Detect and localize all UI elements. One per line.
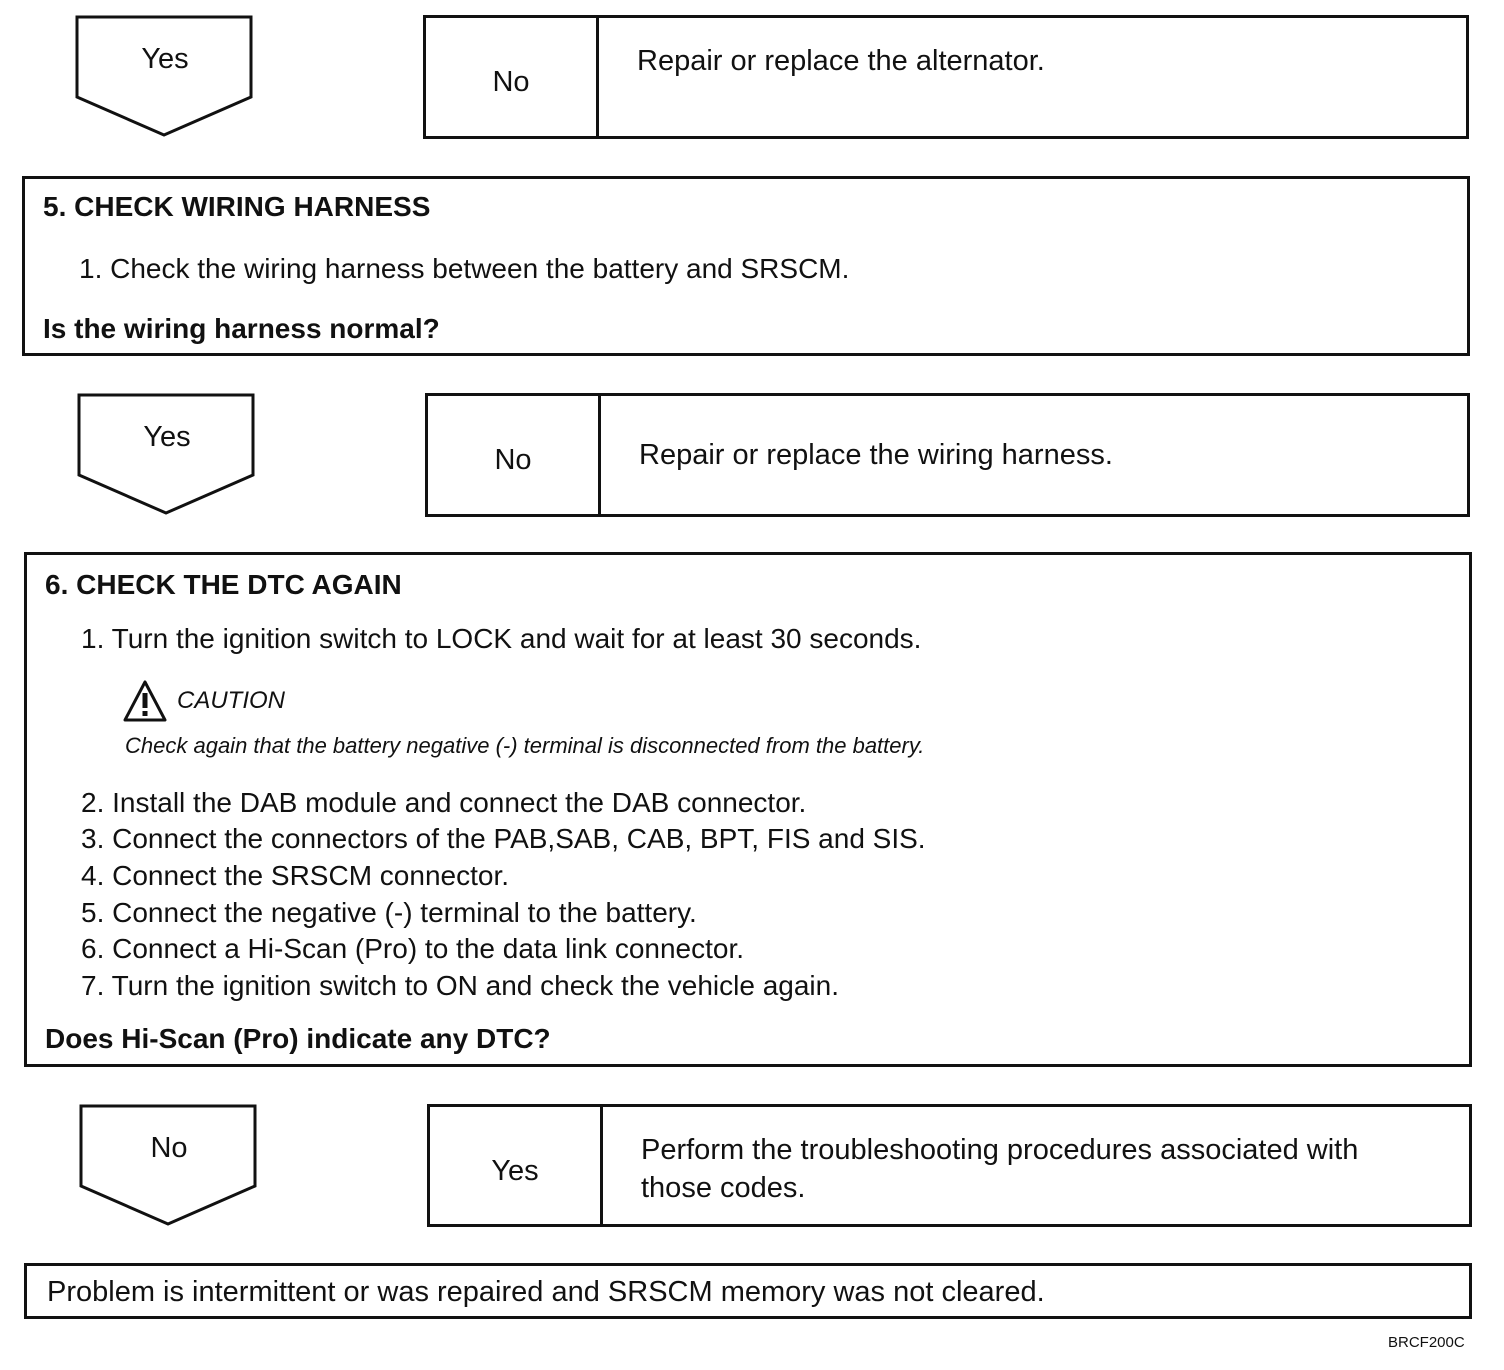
step-instruction: 4. Connect the SRSCM connector. <box>81 860 509 891</box>
step-title: 6. CHECK THE DTC AGAIN <box>45 569 402 600</box>
branch-label-cell <box>430 1107 603 1224</box>
arrow-label: Yes <box>141 43 189 75</box>
branch-label-cell <box>426 18 599 136</box>
yes-flow-arrow <box>77 393 257 517</box>
yes-flow-arrow <box>75 15 255 139</box>
caution-title: CAUTION <box>177 687 285 714</box>
step-instruction: 2. Install the DAB module and connect the DAB connector. <box>81 787 807 818</box>
branch-action-text <box>641 1131 1449 1207</box>
branch-label-cell <box>428 396 601 514</box>
step-instruction: 6. Connect a Hi-Scan (Pro) to the data link connector. <box>81 933 745 964</box>
step-instruction: 1. Check the wiring harness between the battery and SRSCM. <box>79 253 850 284</box>
caution-text: Check again that the battery negative (-) terminal is disconnected from the battery. <box>125 733 925 758</box>
no-branch-box <box>425 393 1470 517</box>
branch-action-line: those codes. <box>641 1172 806 1204</box>
caution-icon <box>123 679 167 723</box>
final-result-box <box>24 1263 1472 1319</box>
step-instruction: 3. Connect the connectors of the PAB,SAB, CAB, BPT, FIS and SIS. <box>81 823 926 854</box>
no-branch-box <box>423 15 1469 139</box>
step-title: 5. CHECK WIRING HARNESS <box>43 191 431 222</box>
step-instruction: 7. Turn the ignition switch to ON and check the vehicle again. <box>81 970 839 1001</box>
arrow-label: No <box>150 1132 188 1164</box>
down-arrow-shape <box>75 15 255 139</box>
branch-action-text: Repair or replace the wiring harness. <box>639 439 1113 471</box>
no-flow-arrow <box>79 1104 259 1228</box>
down-arrow-shape <box>79 1104 259 1228</box>
step-question: Does Hi-Scan (Pro) indicate any DTC? <box>45 1023 551 1054</box>
step-question: Is the wiring harness normal? <box>43 313 440 344</box>
step-5-box <box>22 176 1470 356</box>
branch-action-text: Repair or replace the alternator. <box>637 45 1045 77</box>
yes-branch-box <box>427 1104 1472 1227</box>
down-arrow-shape <box>77 393 257 517</box>
branch-label: No <box>492 66 530 98</box>
arrow-label: Yes <box>143 421 191 453</box>
step-instruction: 1. Turn the ignition switch to LOCK and wait for at least 30 seconds. <box>81 623 922 654</box>
final-result-text: Problem is intermittent or was repaired and SRSCM memory was not cleared. <box>47 1276 1045 1308</box>
branch-label: No <box>494 444 532 476</box>
step-6-box <box>24 552 1472 1067</box>
step-instruction: 5. Connect the negative (-) terminal to the battery. <box>81 897 697 928</box>
branch-label: Yes <box>491 1155 539 1187</box>
figure-reference-code: BRCF200C <box>1388 1334 1465 1351</box>
branch-action-line: Perform the troubleshooting procedures associated with <box>641 1134 1359 1166</box>
